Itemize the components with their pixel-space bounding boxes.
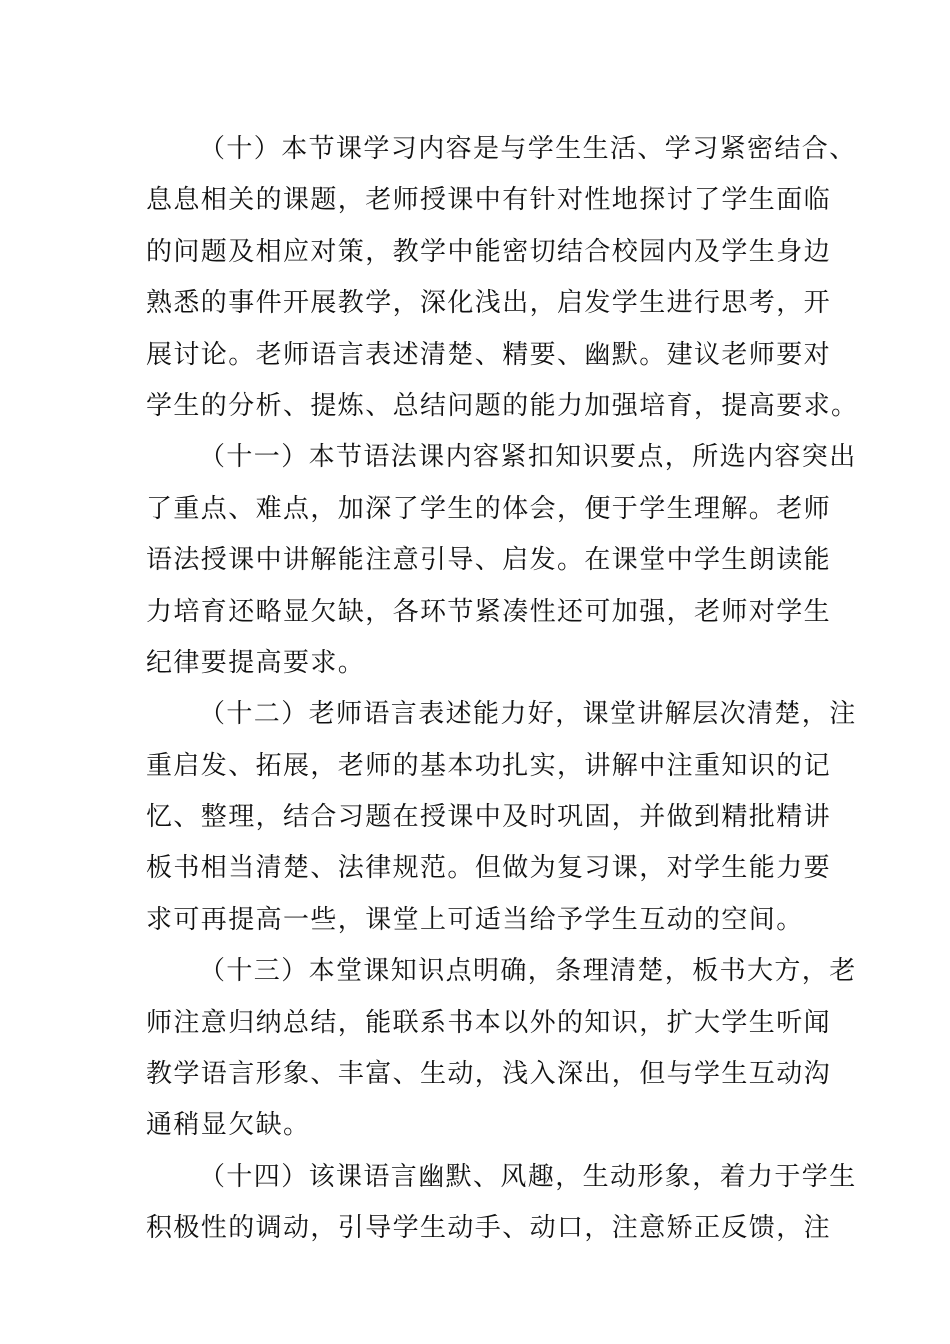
text-line: 息息相关的课题，老师授课中有针对性地探讨了学生面临 (146, 185, 832, 216)
text-line: （十）本节课学习内容是与学生生活、学习紧密结合、 (199, 134, 857, 164)
text-line: 了重点、难点，加深了学生的体会，便于学生理解。老师 (146, 493, 832, 524)
text-line: 展讨论。老师语言表述清楚、精要、幽默。建议老师要对 (146, 339, 832, 370)
text-line: 学生的分析、提炼、总结问题的能力加强培育，提高要求。 (146, 390, 859, 421)
text-line: （十一）本节语法课内容紧扣知识要点，所选内容突出 (199, 442, 857, 473)
text-line: 忆、整理，结合习题在授课中及时巩固，并做到精批精讲 (146, 802, 832, 833)
text-line: 师注意归纳总结，能联系书本以外的知识，扩大学生听闻 (146, 1007, 832, 1038)
text-line: 重启发、拓展，老师的基本功扎实，讲解中注重知识的记 (146, 750, 832, 781)
text-line: 语法授课中讲解能注意引导、启发。在课堂中学生朗读能 (146, 545, 832, 576)
paragraph-12 (146, 689, 857, 946)
text-line: 教学语言形象、丰富、生动，浅入深出，但与学生互动沟 (146, 1059, 832, 1090)
text-line: （十二）老师语言表述能力好，课堂讲解层次清楚，注 (199, 699, 857, 730)
paragraph-10 (146, 124, 859, 432)
text-line: 求可再提高一些，课堂上可适当给予学生互动的空间。 (146, 904, 804, 935)
text-line: 熟悉的事件开展教学，深化浅出，启发学生进行思考，开 (146, 288, 832, 319)
paragraph-14 (146, 1152, 857, 1255)
paragraph-11 (146, 432, 857, 689)
text-line: 板书相当清楚、法律规范。但做为复习课，对学生能力要 (146, 853, 832, 884)
paragraph-13 (146, 946, 857, 1152)
text-line: （十三）本堂课知识点明确，条理清楚，板书大方，老 (199, 956, 857, 987)
text-line: 的问题及相应对策，教学中能密切结合校园内及学生身边 (146, 236, 832, 267)
text-line: 纪律要提高要求。 (146, 647, 366, 678)
text-line: 积极性的调动，引导学生动手、动口，注意矫正反馈，注 (146, 1213, 832, 1244)
text-line: （十四）该课语言幽默、风趣，生动形象，着力于学生 (199, 1161, 857, 1192)
text-line: 通稍显欠缺。 (146, 1110, 311, 1141)
text-line: 力培育还略显欠缺，各环节紧凑性还可加强，老师对学生 (146, 596, 832, 627)
document-body (146, 124, 859, 1255)
